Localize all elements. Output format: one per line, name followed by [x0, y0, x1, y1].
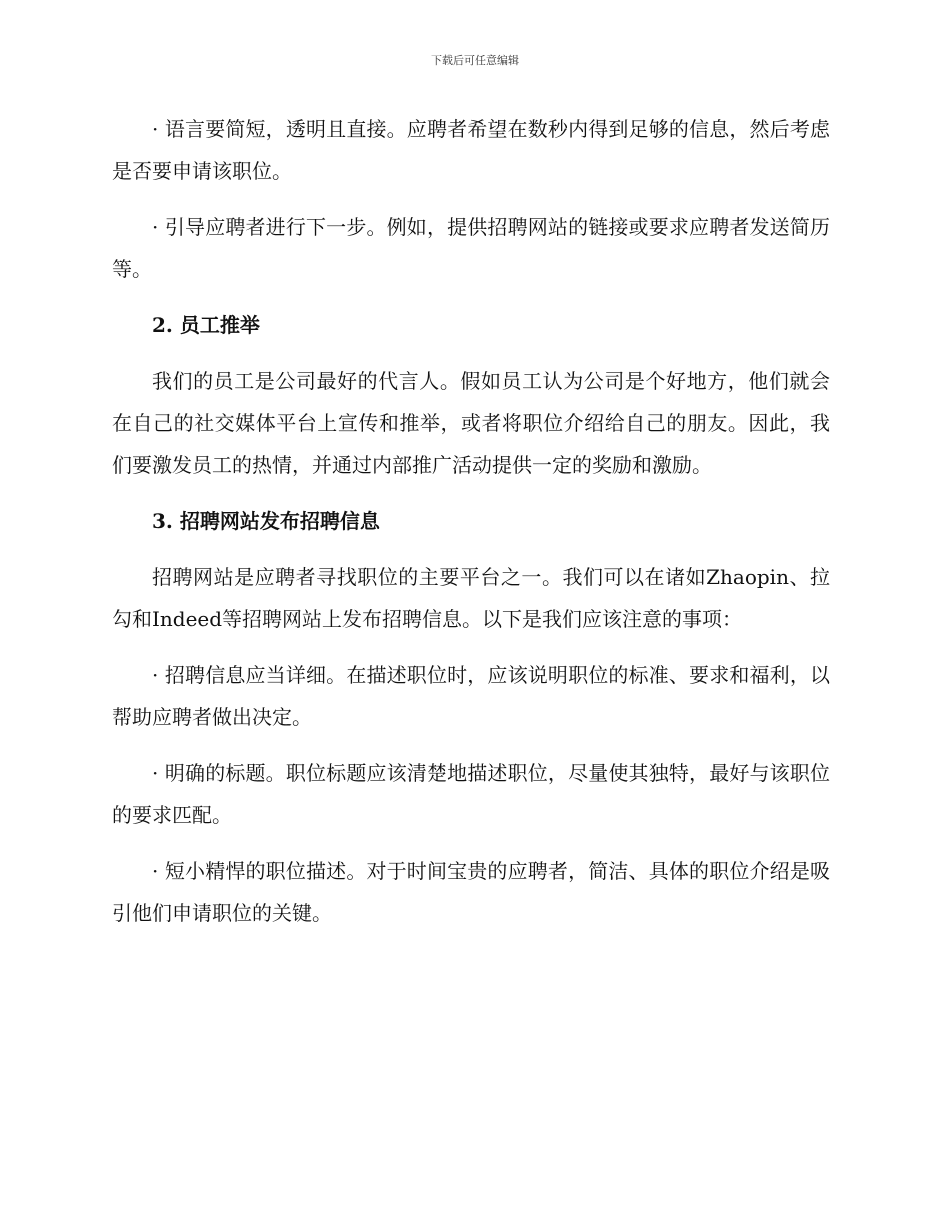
bullet-paragraph-next-step: · 引导应聘者进行下一步。例如，提供招聘网站的链接或要求应聘者发送简历等。 — [112, 215, 830, 281]
bullet-paragraph-clear-title: · 明确的标题。职位标题应该清楚地描述职位，尽量使其独特，最好与该职位的要求匹配。 — [112, 761, 830, 827]
paragraph-spacer — [112, 738, 830, 752]
paragraph-spacer — [112, 640, 830, 654]
section-heading-employee-referral: 2. 员工推举 — [152, 313, 260, 337]
paragraph-employee-referral: 我们的员工是公司最好的代言人。假如员工认为公司是个好地方，他们就会在自己的社交媒体平台上宣传和推举，或者将职位介绍给自己的朋友。因此，我们要激发员工的热情，并通过内部推广活动提供一定的奖励和激励。 — [112, 369, 830, 477]
paragraph-spacer — [112, 486, 830, 500]
bullet-paragraph-short-description: · 短小精悍的职位描述。对于时间宝贵的应聘者，简洁、具体的职位介绍是吸引他们申请职位的关键。 — [112, 859, 830, 925]
paragraph-spacer — [112, 542, 830, 556]
page-header: 下载后可任意编辑 — [431, 54, 519, 67]
paragraph-spacer — [112, 290, 830, 304]
bullet-paragraph-detailed-info: · 招聘信息应当详细。在描述职位时，应该说明职位的标准、要求和福利，以帮助应聘者做出决定。 — [112, 663, 830, 729]
section-heading-job-sites: 3. 招聘网站发布招聘信息 — [152, 509, 380, 533]
paragraph-spacer — [112, 192, 830, 206]
document-body — [112, 108, 830, 934]
bullet-paragraph-concise: · 语言要简短，透明且直接。应聘者希望在数秒内得到足够的信息，然后考虑是否要申请该职位。 — [112, 117, 830, 183]
paragraph-job-sites: 招聘网站是应聘者寻找职位的主要平台之一。我们可以在诸如Zhaopin、拉勾和Indeed等招聘网站上发布招聘信息。以下是我们应该注意的事项： — [112, 565, 830, 631]
paragraph-spacer — [112, 346, 830, 360]
paragraph-spacer — [112, 836, 830, 850]
